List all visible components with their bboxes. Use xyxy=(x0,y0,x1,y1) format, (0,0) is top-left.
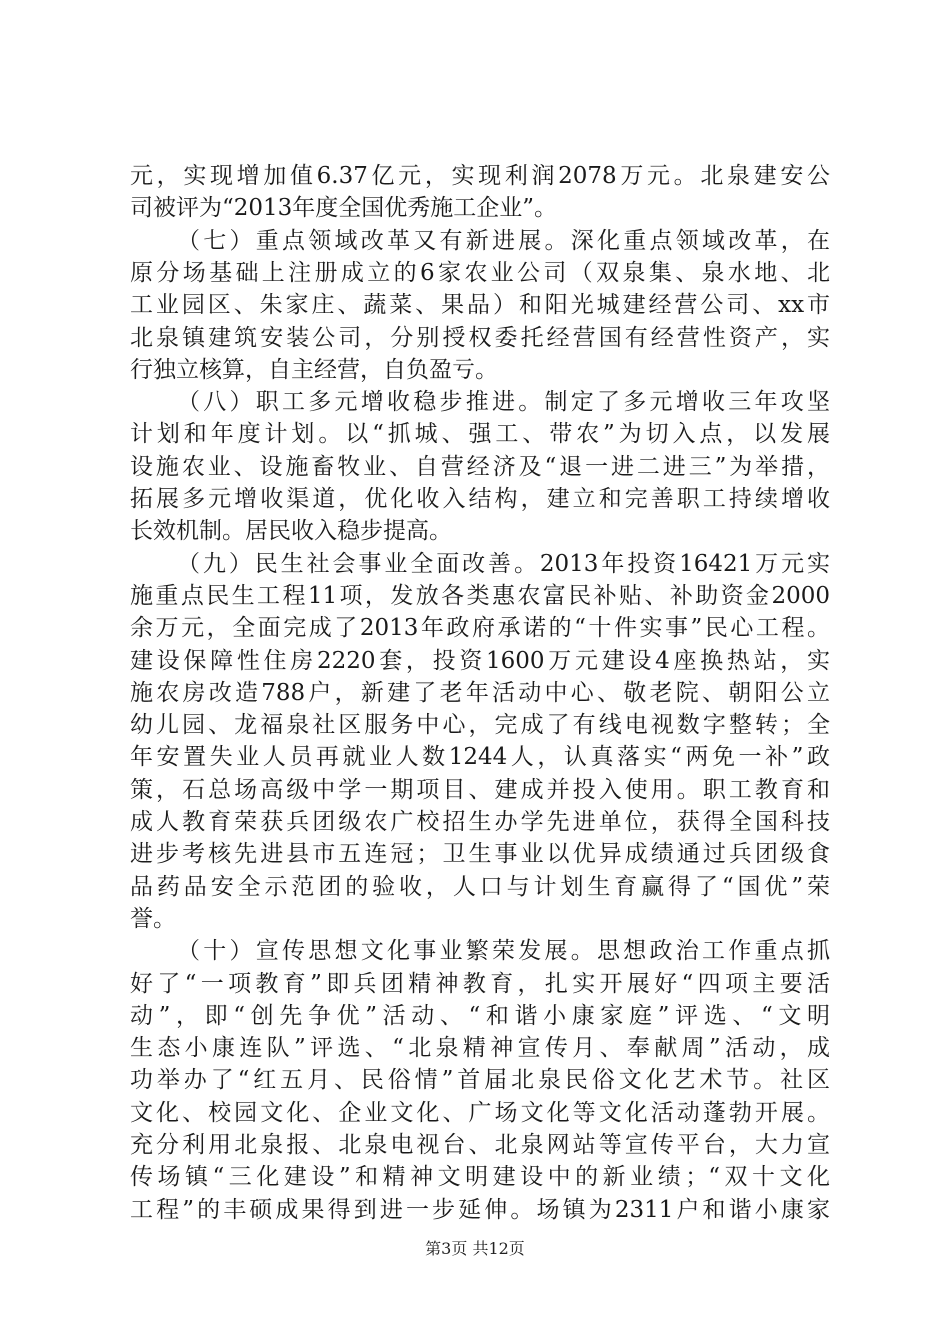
text-line: 拓展多元增收渠道，优化收入结构，建立和完善职工持续增收 xyxy=(130,486,830,512)
text-line: 动”，即“创先争优”活动、“和谐小康家庭”评选、“文明 xyxy=(130,1002,830,1029)
text-line: 建设保障性住房2220套，投资1600万元建设4座换热站，实 xyxy=(130,647,830,674)
text-line: 元，实现增加值6.37亿元，实现利润2078万元。北泉建安公 xyxy=(130,163,830,189)
text-line: 工程”的丰硕成果得到进一步延伸。场镇为2311户和谐小康家 xyxy=(130,1196,830,1223)
paragraph-heading-line: （七）重点领域改革又有新进展。深化重点领域改革，在 xyxy=(177,227,830,254)
text-line: 进步考核先进县市五连冠；卫生事业以优异成绩通过兵团级食 xyxy=(130,841,830,868)
text-line: 成人教育荣获兵团级农广校招生办学先进单位，获得全国科技 xyxy=(130,809,830,835)
paragraph-heading-line: （十）宣传思想文化事业繁荣发展。思想政治工作重点抓 xyxy=(177,938,830,965)
text-line: 计划和年度计划。以“抓城、强工、带农”为切入点，以发展 xyxy=(130,421,830,448)
text-line: 功举办了“红五月、民俗情”首届北泉民俗文化艺术节。社区 xyxy=(130,1067,830,1094)
page-footer: 第3页 共12页 xyxy=(425,1239,525,1258)
text-line: 原分场基础上注册成立的6家农业公司（双泉集、泉水地、北 xyxy=(130,259,830,286)
text-line: 传场镇“三化建设”和精神文明建设中的新业绩；“双十文化 xyxy=(130,1164,830,1191)
text-line: 生态小康连队”评选、“北泉精神宣传月、奉献周”活动，成 xyxy=(130,1035,830,1062)
text-line: 年安置失业人员再就业人数1244人，认真落实“两免一补”政 xyxy=(130,744,830,771)
text-line: 文化、校园文化、企业文化、广场文化等文化活动蓬勃开展。 xyxy=(130,1099,830,1126)
text-line: 长效机制。居民收入稳步提高。 xyxy=(130,518,452,545)
text-line: 幼儿园、龙福泉社区服务中心，完成了有线电视数字整转；全 xyxy=(130,712,830,739)
paragraph-heading-line: （九）民生社会事业全面改善。2013年投资16421万元实 xyxy=(177,550,830,577)
text-line: 好了“一项教育”即兵团精神教育，扎实开展好“四项主要活 xyxy=(130,970,830,997)
text-line: 司被评为“2013年度全国优秀施工企业”。 xyxy=(130,195,558,222)
text-line: 工业园区、朱家庄、蔬菜、果品）和阳光城建经营公司、xx市 xyxy=(130,292,830,319)
text-line: 施重点民生工程11项，发放各类惠农富民补贴、补助资金2000 xyxy=(130,582,830,609)
text-line: 施农房改造788户，新建了老年活动中心、敬老院、朝阳公立 xyxy=(130,679,830,706)
paragraph-heading-line: （八）职工多元增收稳步推进。制定了多元增收三年攻坚 xyxy=(177,389,830,416)
text-line: 品药品安全示范团的验收，人口与计划生育赢得了“国优”荣 xyxy=(130,873,830,900)
text-line: 行独立核算，自主经营，自负盈亏。 xyxy=(130,356,498,383)
text-line: 誉。 xyxy=(130,905,176,932)
text-line: 充分利用北泉报、北泉电视台、北泉网站等宣传平台，大力宣 xyxy=(130,1132,830,1158)
text-line: 余万元，全面完成了2013年政府承诺的“十件实事”民心工程。 xyxy=(130,615,830,642)
text-line: 北泉镇建筑安装公司，分别授权委托经营国有经营性资产，实 xyxy=(130,324,830,351)
text-line: 策，石总场高级中学一期项目、建成并投入使用。职工教育和 xyxy=(130,776,830,803)
text-line: 设施农业、设施畜牧业、自营经济及“退一进二进三”为举措， xyxy=(130,453,830,480)
